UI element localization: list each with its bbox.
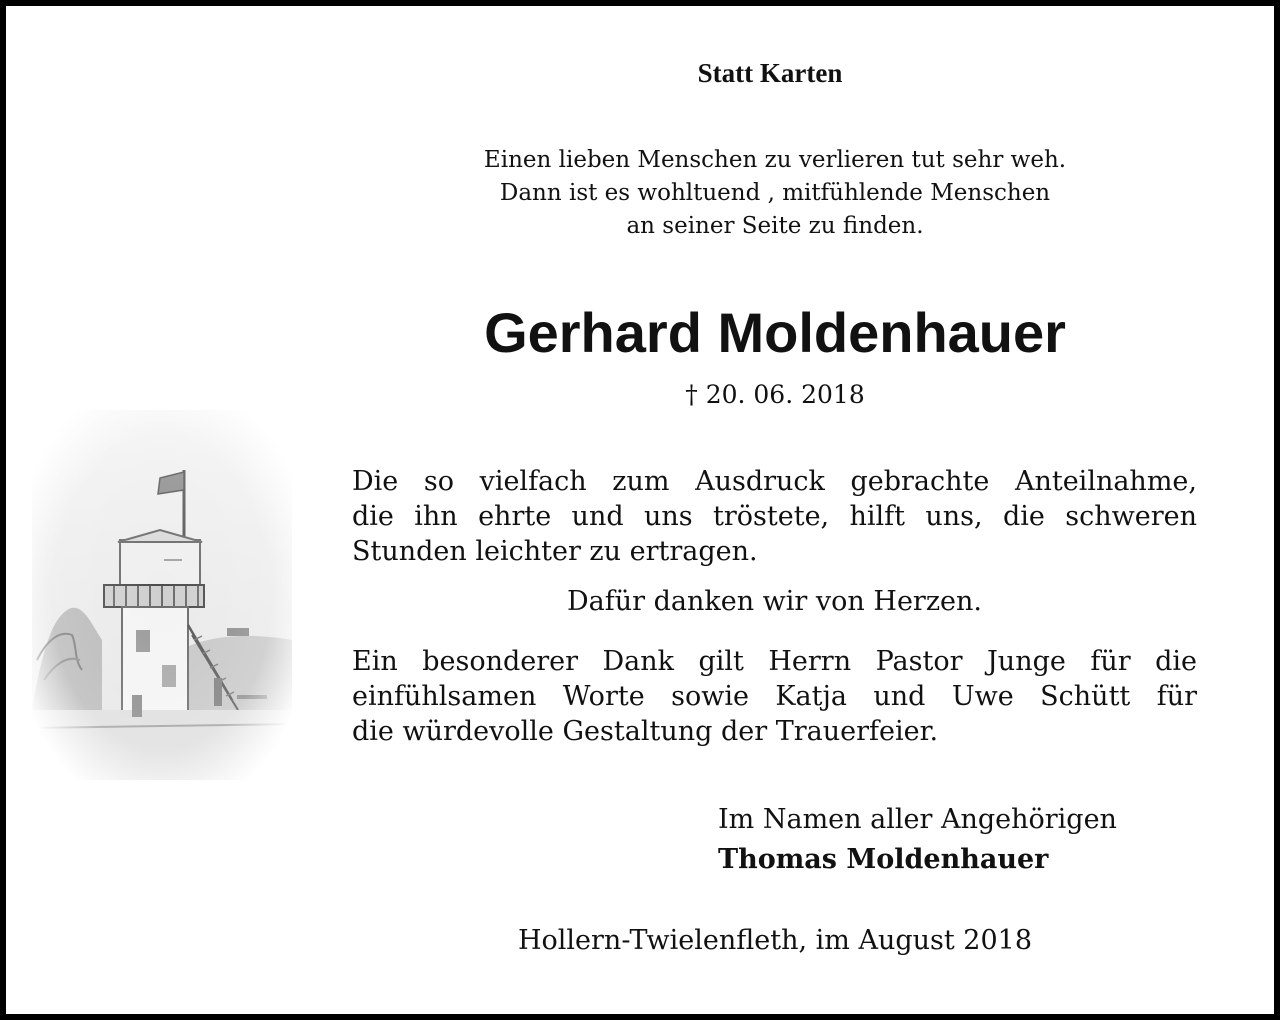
special-thanks-paragraph bbox=[352, 644, 1197, 749]
lighthouse-illustration bbox=[32, 410, 292, 780]
place-and-date: Hollern-Twielenfleth, im August 2018 bbox=[517, 925, 1033, 956]
motto-line: an seiner Seite zu finden. bbox=[626, 213, 924, 239]
paragraph-line: Ein besonderer Dank gilt Herrn Pastor Junge für die bbox=[352, 646, 1197, 677]
motto-quote bbox=[400, 144, 1150, 243]
signoff-block bbox=[718, 800, 1117, 880]
deceased-name: Gerhard Moldenhauer bbox=[484, 301, 1066, 364]
paragraph-line: die ihn ehrte und uns tröstete, hilft uns, die schweren bbox=[352, 501, 1197, 532]
paragraph-line: Stunden leichter zu ertragen. bbox=[352, 536, 758, 567]
paragraph-line: einfühlsamen Worte sowie Katja und Uwe Schütt für bbox=[352, 681, 1197, 712]
signer-name: Thomas Moldenhauer bbox=[718, 844, 1049, 875]
thanks-line: Dafür danken wir von Herzen. bbox=[566, 586, 983, 617]
gratitude-paragraph bbox=[352, 464, 1197, 569]
death-date: † 20. 06. 2018 bbox=[685, 380, 865, 409]
paragraph-line: die würdevolle Gestaltung der Trauerfeier. bbox=[352, 716, 939, 747]
paragraph-line: Die so vielfach zum Ausdruck gebrachte Anteilnahme, bbox=[352, 466, 1197, 497]
motto-line: Einen lieben Menschen zu verlieren tut sehr weh. bbox=[483, 147, 1067, 173]
notice-heading: Statt Karten bbox=[697, 58, 843, 88]
motto-line: Dann ist es wohltuend , mitfühlende Menschen bbox=[499, 180, 1051, 206]
signoff-line: Im Namen aller Angehörigen bbox=[718, 804, 1117, 835]
lighthouse-sketch-icon bbox=[32, 410, 292, 780]
